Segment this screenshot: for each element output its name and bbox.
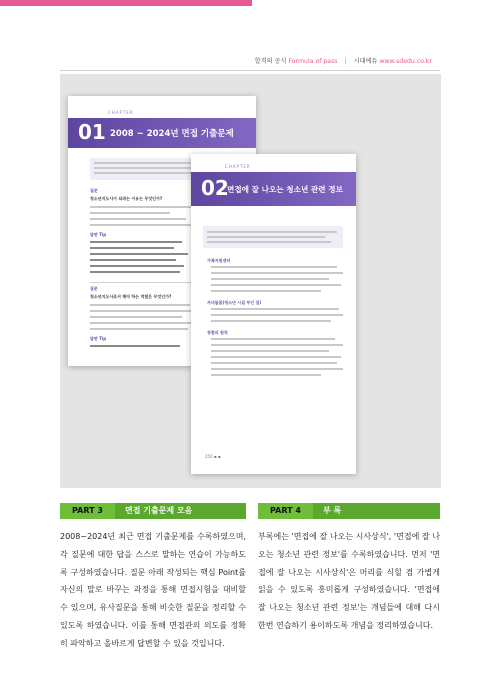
part-tag: PART 4 <box>258 503 313 519</box>
page-header <box>255 56 432 65</box>
info-section-1: 가족지원센터 <box>207 258 231 263</box>
text-line <box>207 231 337 233</box>
header-separator: | <box>344 58 347 65</box>
info-section-2: 자녀돌봄(청소년 시설 부인 업) <box>207 300 262 305</box>
text-line <box>211 344 343 346</box>
page-number: 250 ▪ ▪ <box>205 454 221 459</box>
text-line <box>211 368 343 370</box>
text-line <box>90 304 190 306</box>
text-line <box>90 218 186 220</box>
text-line <box>94 167 198 169</box>
text-line <box>90 328 188 330</box>
text-line <box>90 271 180 273</box>
text-line <box>90 241 182 243</box>
text-line <box>211 308 339 310</box>
chapter-tag: CHAPTER <box>225 164 251 169</box>
question-2: 청소년지도사로서 해야 하는 역할은 무엇인가? <box>90 294 172 299</box>
text-line <box>211 350 329 352</box>
section-tag: 질문 <box>90 188 98 193</box>
text-line <box>90 345 180 347</box>
chapter-banner <box>68 118 256 148</box>
text-line <box>211 278 329 280</box>
text-line <box>207 241 331 243</box>
text-line <box>211 272 343 274</box>
text-line <box>90 316 182 318</box>
text-line <box>90 224 194 226</box>
top-strip <box>0 0 500 46</box>
part-3-heading <box>60 503 246 519</box>
text-line <box>211 314 343 316</box>
part-4-heading <box>258 503 440 519</box>
text-line <box>90 259 176 261</box>
text-line <box>211 338 335 340</box>
publisher: 시대에듀 <box>353 58 378 65</box>
text-line <box>211 356 341 358</box>
text-line <box>94 162 204 164</box>
info-section-3: 청렴의 원칙 <box>207 330 228 335</box>
section-tag: 답변 Tip <box>90 232 107 237</box>
text-line <box>90 253 188 255</box>
text-line <box>94 172 202 174</box>
divider <box>90 282 198 283</box>
publisher-url[interactable]: www.sdedu.co.kr <box>379 58 432 65</box>
section-tag: 질문 <box>90 286 98 291</box>
chapter-title: 면접에 잘 나오는 청소년 관련 정보 <box>227 185 343 194</box>
header-rule <box>60 70 440 71</box>
text-line <box>207 236 325 238</box>
text-line <box>211 362 337 364</box>
part-4-description: 부록에는 '면접에 잘 나오는 시사상식', '면접에 잘 나오는 청소년 관련 정보'를 수록하였습니다. 먼저 '면접에 잘 나오는 시사상식'은 머리를 식힐 겸 가볍게 읽을 수 있도록 흥미롭게 구성하였습니다. '면접에 잘 나오는 청소년 관련 정보'는 개념들에 대해 다시 한번 연습하기 용이하도록 개념을 정리하였습니다. <box>258 532 440 630</box>
section-tag: 답변 Tip <box>90 336 107 341</box>
part-name: 부 록 <box>313 503 440 519</box>
text-line <box>90 247 174 249</box>
text-line <box>90 206 200 208</box>
brand-kr: 합격의 공식 <box>254 58 287 65</box>
book-preview <box>60 74 441 488</box>
chapter-banner <box>191 172 356 206</box>
text-line <box>211 320 331 322</box>
chapter-number: 01 <box>78 120 106 144</box>
text-line <box>90 212 170 214</box>
accent-bar <box>0 0 252 6</box>
text-line <box>211 284 341 286</box>
part-name: 면접 기출문제 모음 <box>115 503 246 519</box>
chapter-title: 2008 ~ 2024년 면접 기출문제 <box>110 129 234 139</box>
text-line <box>90 322 194 324</box>
chapter-tag: CHAPTER <box>108 110 134 115</box>
part-3-description: 2008~2024년 최근 면접 기출문제를 수록하였으며, 각 질문에 대한 답을 스스로 말하는 연습이 가능하도록 구성하였습니다. 질문 아래 작성되는 핵심 Point를 자신의 말로 바꾸는 과정을 통해 면접시험을 대비할 수 있으며, 유사질문을 통해 비슷한 질문을 정리할 수 있도록 하였습니다. 이를 통해 면접관의 의도를 정확히 파악하고 올바르게 답변할 수 있을 것입니다. <box>60 532 246 648</box>
preview-page-2[interactable] <box>191 154 356 474</box>
text-line <box>211 290 321 292</box>
part-tag: PART 3 <box>60 503 115 519</box>
text-line <box>211 266 337 268</box>
text-line <box>211 374 321 376</box>
text-line <box>90 310 198 312</box>
brand-en: Formula of pass <box>288 58 338 65</box>
question-1: 청소년지도사가 되려는 이유는 무엇인가? <box>90 196 163 201</box>
text-line <box>90 265 184 267</box>
chapter-number: 02 <box>201 176 229 200</box>
